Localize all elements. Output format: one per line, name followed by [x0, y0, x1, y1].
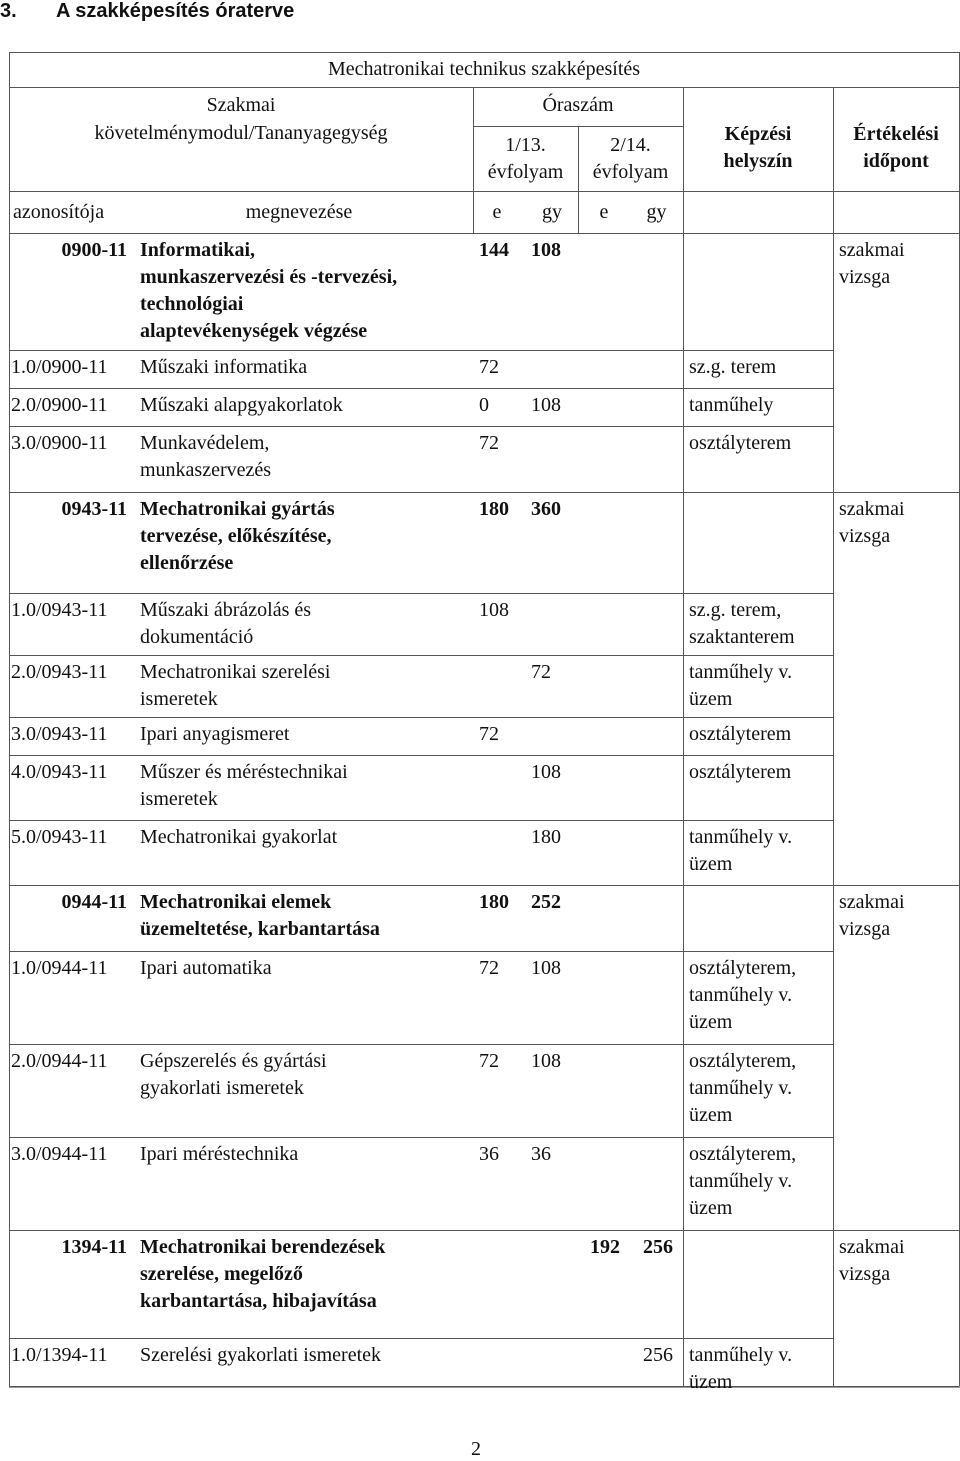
row-name-line: Mechatronikai szerelési [140, 661, 331, 683]
row-hours-e1: 72 [479, 957, 499, 979]
row-hours-e1: 36 [479, 1143, 499, 1165]
row-divider [9, 233, 833, 234]
header-divider [9, 87, 959, 88]
row-place-line: sz.g. terem [689, 356, 777, 378]
row-divider [9, 593, 833, 594]
header-ertekelesi-line2: időpont [863, 150, 929, 172]
row-place-line: üzem [689, 1371, 733, 1393]
row-divider [9, 951, 833, 952]
row-hours-gy2: 256 [643, 1236, 673, 1258]
row-code: 1.0/0944-11 [11, 957, 108, 979]
curriculum-table [9, 52, 959, 1393]
row-place-line: osztályterem, [689, 1143, 797, 1165]
row-name-line: Műszaki informatika [140, 356, 308, 378]
table-title: Mechatronikai technikus szakképesítés [327, 58, 641, 80]
row-name-line: dokumentáció [140, 626, 254, 648]
row-name-line: Szerelési gyakorlati ismeretek [140, 1344, 382, 1366]
header-ertekelesi-line1: Értékelési [853, 123, 939, 145]
section-heading [0, 0, 294, 23]
header-modul-line1: Szakmai [206, 94, 276, 116]
row-code: 2.0/0943-11 [11, 661, 108, 683]
row-name-line: Munkavédelem, [140, 432, 270, 454]
row-hours-e1: 180 [479, 891, 509, 913]
row-name-line: üzemeltetése, karbantartása [140, 918, 380, 940]
row-code: 0900-11 [61, 239, 127, 261]
row-name-line: gyakorlati ismeretek [140, 1077, 304, 1099]
header-azonositoja: azonosítója [13, 201, 105, 223]
row-code: 1394-11 [61, 1236, 127, 1258]
row-name-line: ismeretek [140, 788, 218, 810]
row-code: 3.0/0900-11 [11, 432, 108, 454]
eval-divider [833, 492, 959, 493]
row-hours-gy1: 72 [531, 661, 551, 683]
header-year2-line2: évfolyam [592, 161, 669, 183]
row-divider [9, 717, 833, 718]
table-border-bottom [9, 1386, 959, 1387]
row-name-line: Mechatronikai gyártás [140, 498, 335, 520]
row-eval-line: szakmai [839, 1236, 905, 1258]
row-hours-gy1: 108 [531, 239, 561, 261]
row-name-line: karbantartása, hibajavítása [140, 1290, 377, 1312]
row-name-line: technológiai [140, 293, 244, 315]
row-place-line: üzem [689, 1104, 733, 1126]
row-hours-e1: 144 [479, 239, 509, 261]
row-eval-line: szakmai [839, 891, 905, 913]
row-name-line: ellenőrzése [140, 552, 234, 574]
row-name-line: Műszaki alapgyakorlatok [140, 394, 343, 416]
row-hours-gy1: 108 [531, 1050, 561, 1072]
row-place-line: üzem [689, 853, 733, 875]
row-eval-line: vizsga [839, 1263, 891, 1285]
row-code: 5.0/0943-11 [11, 826, 108, 848]
row-eval-line: vizsga [839, 918, 891, 940]
header-e1: e [492, 201, 502, 223]
row-name-line: tervezése, előkészítése, [140, 525, 332, 547]
row-hours-e1: 72 [479, 723, 499, 745]
row-place-line: tanműhely v. [689, 826, 793, 848]
row-place-line: üzem [689, 1197, 733, 1219]
row-hours-gy1: 108 [531, 761, 561, 783]
row-place-line: osztályterem, [689, 957, 797, 979]
header-year2-line1: 2/14. [610, 134, 651, 156]
row-divider [9, 1137, 833, 1138]
row-place-line: sz.g. terem, [689, 599, 782, 621]
row-code: 0943-11 [61, 498, 127, 520]
row-name-line: szerelése, megelőző [140, 1263, 303, 1285]
row-code: 1.0/1394-11 [11, 1344, 108, 1366]
row-code: 4.0/0943-11 [11, 761, 108, 783]
row-hours-gy1: 360 [531, 498, 561, 520]
row-place-line: osztályterem [689, 432, 792, 454]
row-code: 1.0/0943-11 [11, 599, 108, 621]
row-name-line: Műszaki ábrázolás és [140, 599, 312, 621]
row-hours-e1: 72 [479, 1050, 499, 1072]
row-place-line: osztályterem, [689, 1050, 797, 1072]
row-name-line: Gépszerelés és gyártási [140, 1050, 327, 1072]
row-divider [9, 1044, 833, 1045]
eval-divider [833, 885, 959, 886]
section-title: A szakképesítés óraterve [56, 0, 295, 22]
row-code: 1.0/0900-11 [11, 356, 108, 378]
column-divider-kepzesi [683, 87, 684, 1386]
header-modul-line2: követelménymodul/Tananyagegység [94, 122, 388, 144]
row-name-line: Mechatronikai elemek [140, 891, 332, 913]
row-code: 2.0/0944-11 [11, 1050, 108, 1072]
row-place-line: üzem [689, 1011, 733, 1033]
header-sub-divider [9, 191, 959, 192]
row-hours-gy1: 180 [531, 826, 561, 848]
section-number: 3. [0, 0, 17, 22]
header-e2: e [599, 201, 609, 223]
row-divider [9, 885, 833, 886]
row-divider [9, 755, 833, 756]
row-place-line: tanműhely v. [689, 661, 793, 683]
row-hours-e1: 0 [479, 394, 489, 416]
row-hours-gy1: 252 [531, 891, 561, 913]
row-name-line: Ipari automatika [140, 957, 272, 979]
column-divider-oraszam [473, 87, 474, 233]
row-name-line: alaptevékenységek végzése [140, 320, 368, 342]
row-place-line: tanműhely [689, 394, 774, 416]
header-oraszam: Óraszám [542, 94, 614, 116]
eval-divider [833, 1230, 959, 1231]
row-hours-gy1: 108 [531, 957, 561, 979]
row-divider [9, 492, 833, 493]
eval-divider [833, 233, 959, 234]
row-hours-e1: 180 [479, 498, 509, 520]
row-code: 0944-11 [61, 891, 127, 913]
row-eval-line: szakmai [839, 239, 905, 261]
row-place-line: osztályterem [689, 723, 792, 745]
row-name-line: munkaszervezés [140, 459, 272, 481]
header-kepzesi-line2: helyszín [723, 150, 793, 172]
row-place-line: tanműhely v. [689, 1170, 793, 1192]
column-divider-ertekelesi [833, 87, 834, 1386]
table-border-top [9, 52, 959, 53]
row-place-line: szaktanterem [689, 626, 795, 648]
row-hours-e1: 72 [479, 432, 499, 454]
row-place-line: tanműhely v. [689, 1344, 793, 1366]
row-name-line: Mechatronikai gyakorlat [140, 826, 338, 848]
row-name-line: ismeretek [140, 688, 218, 710]
row-divider [9, 1230, 833, 1231]
row-code: 2.0/0900-11 [11, 394, 108, 416]
row-code: 3.0/0943-11 [11, 723, 108, 745]
row-name-line: Ipari anyagismeret [140, 723, 290, 745]
row-place-line: tanműhely v. [689, 984, 793, 1006]
header-gy1: gy [542, 201, 562, 223]
row-hours-e2: 192 [590, 1236, 620, 1258]
row-divider [9, 820, 833, 821]
header-megnevezese: megnevezése [245, 201, 353, 223]
row-eval-line: vizsga [839, 266, 891, 288]
row-place-line: tanműhely v. [689, 1077, 793, 1099]
row-name-line: Informatikai, [140, 239, 255, 261]
row-eval-line: szakmai [839, 498, 905, 520]
row-hours-e1: 72 [479, 356, 499, 378]
row-eval-line: vizsga [839, 525, 891, 547]
row-hours-gy2: 256 [643, 1344, 673, 1366]
row-hours-gy1: 36 [531, 1143, 551, 1165]
row-divider [9, 388, 833, 389]
header-year1-line2: évfolyam [487, 161, 564, 183]
row-name-line: Ipari méréstechnika [140, 1143, 299, 1165]
row-place-line: osztályterem [689, 761, 792, 783]
header-kepzesi-line1: Képzési [724, 123, 792, 145]
row-name-line: munkaszervezési és -tervezési, [140, 266, 398, 288]
row-hours-e1: 108 [479, 599, 509, 621]
row-place-line: üzem [689, 688, 733, 710]
row-divider [9, 655, 833, 656]
page-number: 2 [471, 1438, 481, 1460]
row-divider [9, 426, 833, 427]
row-divider [9, 1338, 833, 1339]
row-name-line: Műszer és méréstechnikai [140, 761, 348, 783]
row-divider [9, 350, 833, 351]
header-year1-line1: 1/13. [505, 134, 546, 156]
column-divider-year [578, 126, 579, 233]
row-name-line: Mechatronikai berendezések [140, 1236, 386, 1258]
header-gy2: gy [646, 201, 667, 223]
row-code: 3.0/0944-11 [11, 1143, 108, 1165]
row-hours-gy1: 108 [531, 394, 561, 416]
